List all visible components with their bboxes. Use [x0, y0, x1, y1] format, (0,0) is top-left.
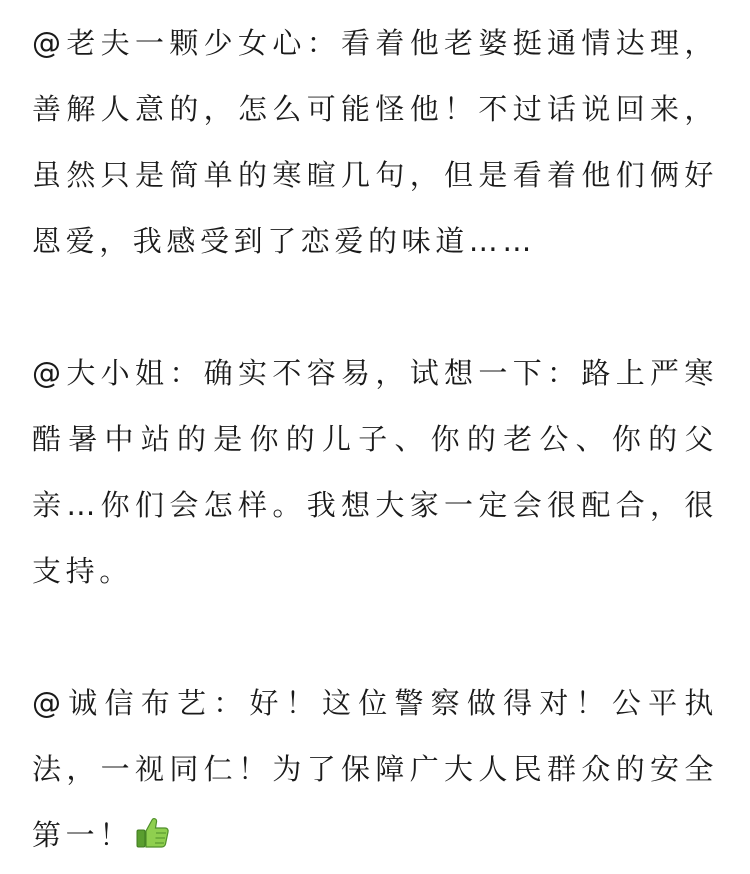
comment-3-text: @诚信布艺：好！这位警察做得对！公平执法，一视同仁！为了保障广大人民群众的安全第一！: [32, 686, 718, 852]
comment-2: [32, 340, 718, 604]
thumbs-up-icon: [135, 808, 171, 844]
comment-list: [32, 10, 718, 868]
comment-1: [32, 10, 718, 274]
comment-3: [32, 670, 718, 868]
comment-1-text: @老夫一颗少女心：看着他老婆挺通情达理，善解人意的，怎么可能怪他！不过话说回来，虽然只是简单的寒暄几句，但是看着他们俩好恩爱，我感受到了恋爱的味道……: [32, 26, 718, 258]
comment-2-text: @大小姐：确实不容易，试想一下：路上严寒酷暑中站的是你的儿子、你的老公、你的父亲…你们会怎样。我想大家一定会很配合，很支持。: [32, 356, 718, 588]
